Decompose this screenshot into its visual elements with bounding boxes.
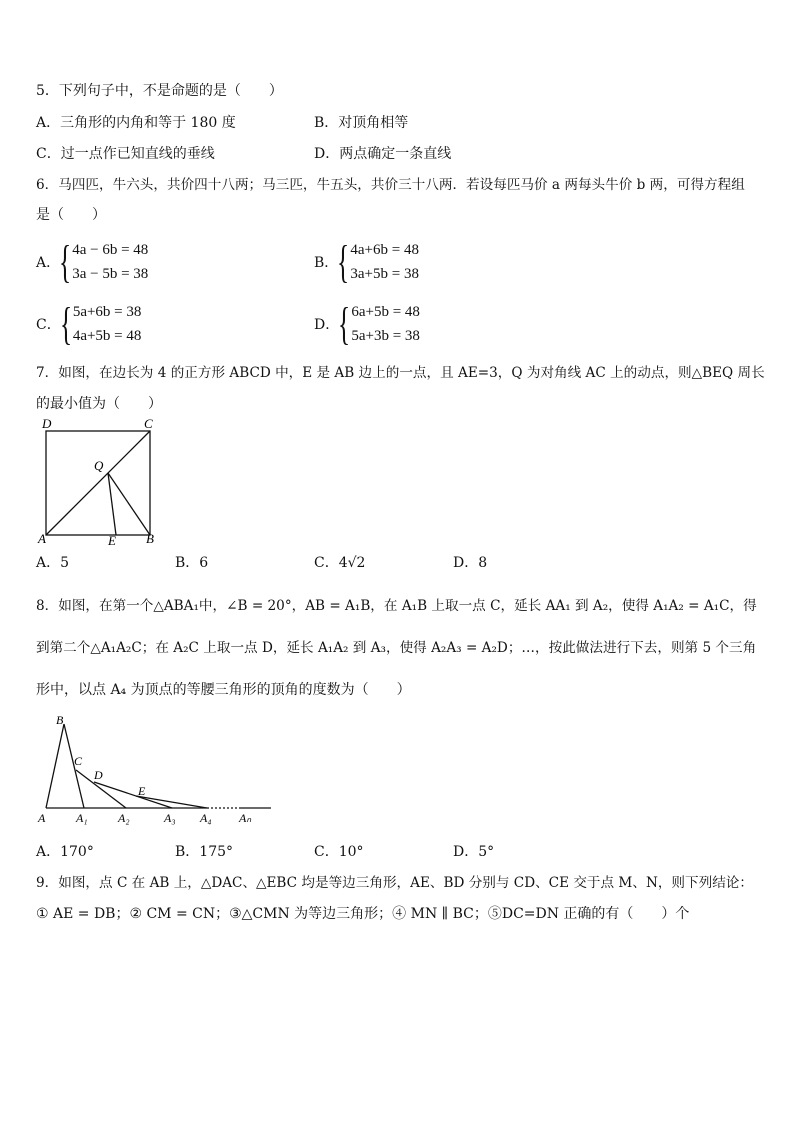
- label-d: D: [94, 768, 103, 782]
- q6-option-a: [36, 238, 148, 286]
- segment-ab: [46, 724, 64, 808]
- q6-stem-line1: 6．马四匹，牛六头，共价四十八两；马三匹，牛五头，共价三十八两．若设每匹马价 a 两每头牛价 b 两，可得方程组: [36, 177, 745, 193]
- q7-option-b: B．6: [175, 555, 209, 571]
- q6-option-b-label: B．: [314, 255, 339, 271]
- label-e: E: [138, 784, 146, 798]
- segment-ea4: [136, 796, 207, 808]
- q5-stem: 5．下列句子中，不是命题的是（ ）: [36, 83, 283, 99]
- q9-stem-line1: 9．如图，点 C 在 AB 上，△DAC、△EBC 均是等边三角形，AE、BD 分别与 CD、CE 交于点 M、N，则下列结论：: [36, 875, 753, 891]
- q8-option-c: C．10°: [314, 844, 364, 860]
- q6-b-eq1: 4a+6b = 48: [350, 242, 419, 258]
- label-b: B: [56, 713, 64, 727]
- q8-option-d: D．5°: [453, 844, 495, 860]
- label-a1: A₁: [76, 811, 88, 825]
- q7-stem-line2: 的最小值为（ ）: [36, 396, 162, 412]
- q8-triangle-figure: [36, 712, 276, 828]
- left-brace-icon: {: [59, 236, 72, 287]
- q7-square-figure: [36, 416, 166, 546]
- segment-da3: [94, 782, 172, 808]
- label-a2: A₂: [118, 811, 130, 825]
- q6-option-c: [36, 300, 141, 348]
- q6-option-b: [314, 238, 419, 286]
- left-brace-icon: {: [59, 298, 72, 349]
- q6-stem-line2: 是（ ）: [36, 207, 106, 223]
- label-c: C: [74, 754, 83, 768]
- q5-option-b: B．对顶角相等: [314, 115, 409, 131]
- q5-option-c: C．过一点作已知直线的垂线: [36, 146, 215, 162]
- label-a: A: [38, 811, 46, 825]
- label-an: Aₙ: [239, 811, 252, 825]
- label-b: B: [146, 531, 154, 546]
- q7-option-c: C．4√2: [314, 555, 366, 571]
- label-q: Q: [94, 458, 104, 473]
- q6-a-eq1: 4a − 6b = 48: [72, 242, 149, 258]
- label-c: C: [144, 416, 153, 431]
- q8-option-b: B．175°: [175, 844, 234, 860]
- diagonal-ac: [46, 431, 150, 535]
- q6-a-eq2: 3a − 5b = 38: [72, 266, 149, 282]
- label-a3: A₃: [164, 811, 176, 825]
- q7-option-d: D．8: [453, 555, 488, 571]
- q6-option-d-label: D．: [314, 317, 340, 333]
- label-e: E: [108, 533, 116, 546]
- q6-d-eq1: 6a+5b = 48: [351, 304, 420, 320]
- q7-option-a: A．5: [36, 555, 70, 571]
- q6-option-d: [314, 300, 420, 348]
- q6-c-eq2: 4a+5b = 48: [72, 328, 142, 344]
- left-brace-icon: {: [337, 236, 350, 287]
- q6-option-c-label: C．: [36, 317, 61, 333]
- q6-c-eq1: 5a+6b = 38: [72, 304, 142, 320]
- q9-stem-line2: ① AE = DB；② CM = CN；③△CMN 为等边三角形；④ MN ∥ BC；⑤DC=DN 正确的有（ ）个: [36, 906, 690, 922]
- label-a4: A₄: [200, 811, 212, 825]
- q8-option-a: A．170°: [36, 844, 94, 860]
- q5-option-a: A．三角形的内角和等于 180 度: [36, 115, 236, 131]
- label-a: A: [38, 531, 46, 546]
- q8-stem-line2: 到第二个△A₁A₂C；在 A₂C 上取一点 D，延长 A₁A₂ 到 A₃，使得 A₂A₃ = A₂D；…，按此做法进行下去，则第 5 个三角: [36, 640, 757, 656]
- q7-stem-line1: 7．如图，在边长为 4 的正方形 ABCD 中，E 是 AB 边上的一点，且 AE=3，Q 为对角线 AC 上的动点，则△BEQ 周长: [36, 365, 765, 381]
- q6-b-eq2: 3a+5b = 38: [350, 266, 419, 282]
- q6-d-eq2: 5a+3b = 38: [351, 328, 420, 344]
- left-brace-icon: {: [338, 298, 351, 349]
- q8-stem-line1: 8．如图，在第一个△ABA₁中，∠B = 20°，AB = A₁B，在 A₁B 上取一点 C，延长 AA₁ 到 A₂，使得 A₁A₂ = A₁C，得: [36, 598, 757, 614]
- label-d: D: [42, 416, 52, 431]
- q6-option-a-label: A．: [36, 255, 61, 271]
- q8-stem-line3: 形中，以点 A₄ 为顶点的等腰三角形的顶角的度数为（ ）: [36, 682, 411, 698]
- q5-option-d: D．两点确定一条直线: [314, 146, 452, 162]
